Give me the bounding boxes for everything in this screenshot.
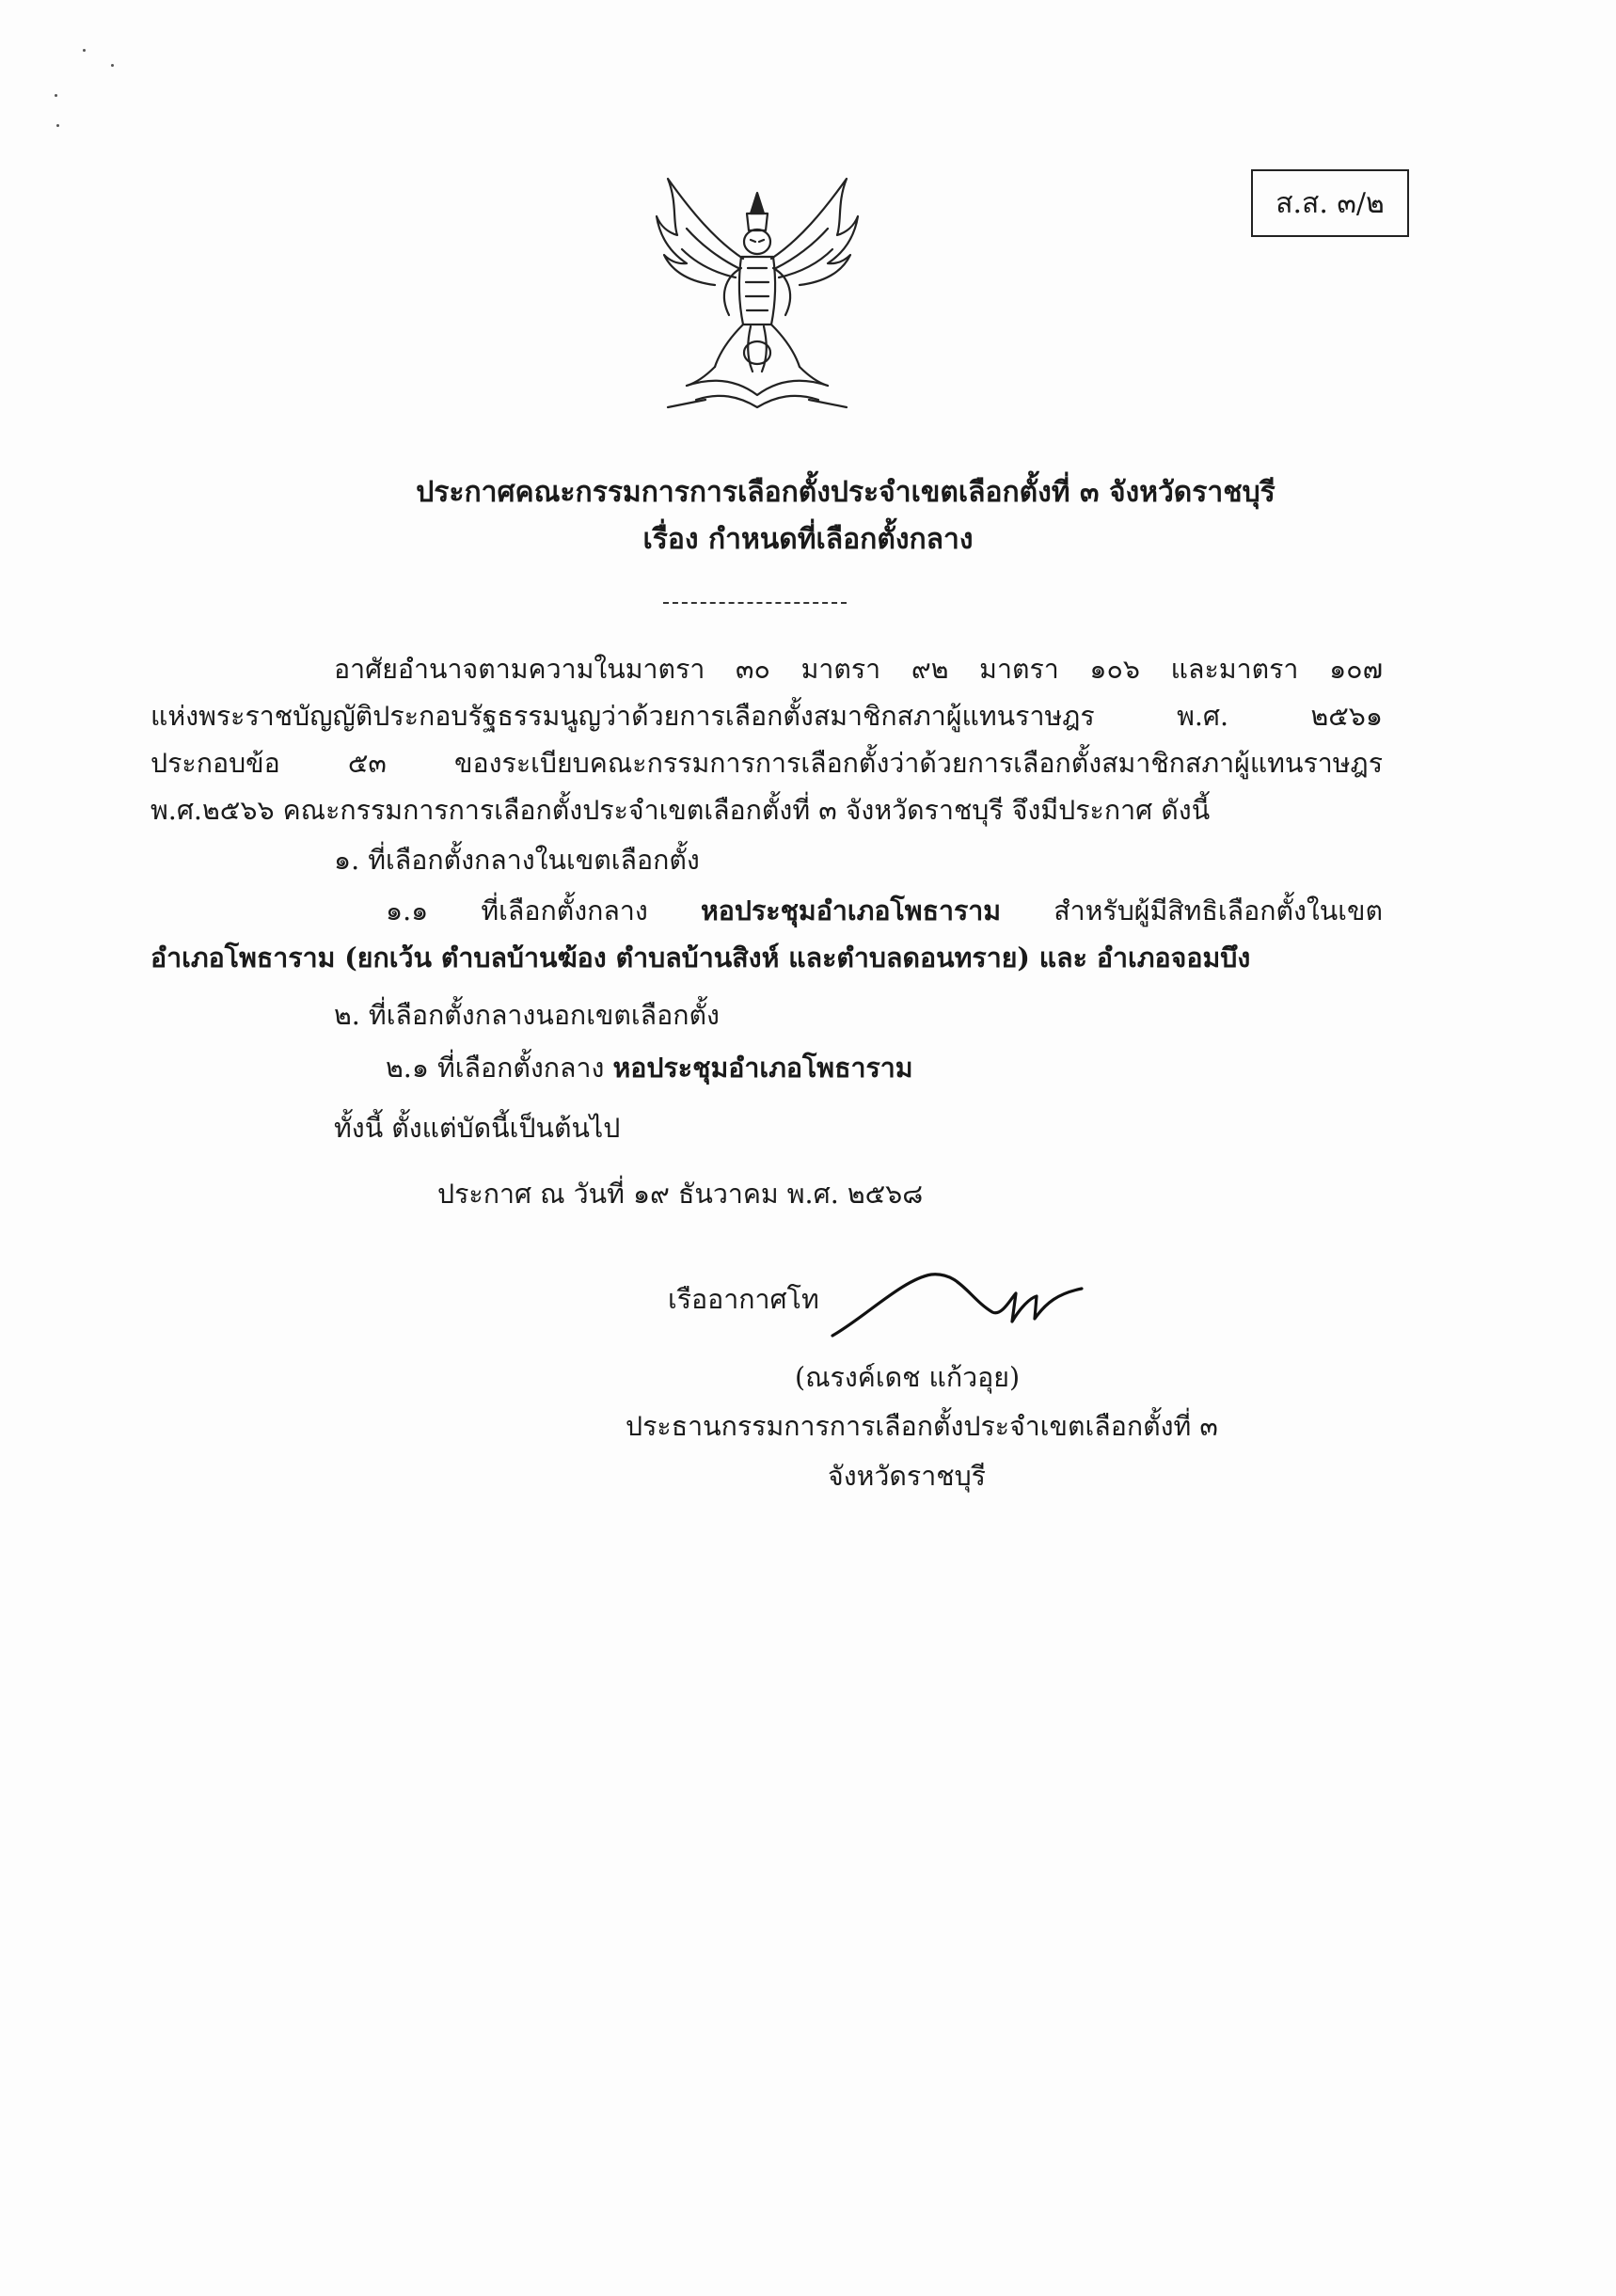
announcement-title: ประกาศคณะกรรมการการเลือกตั้งประจำเขตเลือกตั้งที่ ๓ จังหวัดราชบุรี xyxy=(416,476,1275,509)
signer-position: ประธานกรรมการการเลือกตั้งประจำเขตเลือกตั้งที่ ๓ xyxy=(626,1411,1218,1442)
paragraph-line: ประกอบข้อ ๕๓ ของระเบียบคณะกรรมการการเลือกตั้งว่าด้วยการเลือกตั้งสมาชิกสภาผู้แทนราษฎร xyxy=(151,748,1383,779)
polling-place-name: หอประชุมอำเภอโพธาราม xyxy=(612,1052,913,1084)
handwritten-signature xyxy=(828,1260,1091,1345)
signer-name: (ณรงค์เดช แก้วอุย) xyxy=(795,1362,1021,1393)
scan-speck xyxy=(83,49,86,52)
scan-speck xyxy=(56,124,59,127)
form-code-box xyxy=(1251,169,1409,237)
title-divider xyxy=(663,602,847,604)
item-heading: ๒. ที่เลือกตั้งกลางนอกเขตเลือกตั้ง xyxy=(334,1000,720,1031)
effective-statement: ทั้งนี้ ตั้งแต่บัดนี้เป็นต้นไป xyxy=(334,1113,621,1144)
scan-speck xyxy=(111,64,114,67)
paragraph-line: แห่งพระราชบัญญัติประกอบรัฐธรรมนูญว่าด้วยการเลือกตั้งสมาชิกสภาผู้แทนราษฎร พ.ศ. ๒๕๖๑ xyxy=(151,701,1383,732)
item-line: อำเภอโพธาราม (ยกเว้น ตำบลบ้านฆ้อง ตำบลบ้านสิงห์ และตำบลดอนทราย) และ อำเภอจอมบึง xyxy=(151,942,1251,974)
item-heading: ๑. ที่เลือกตั้งกลางในเขตเลือกตั้ง xyxy=(334,845,700,876)
polling-place-name: หอประชุมอำเภอโพธาราม xyxy=(700,895,1002,926)
signer-province: จังหวัดราชบุรี xyxy=(828,1461,986,1492)
item-suffix: สำหรับผู้มีสิทธิเลือกตั้งในเขต xyxy=(1001,895,1383,926)
item-line xyxy=(386,892,1383,930)
garuda-emblem-icon xyxy=(649,174,865,414)
scan-speck xyxy=(55,94,57,97)
item-line xyxy=(386,1049,913,1087)
paragraph-line: พ.ศ.๒๕๖๖ คณะกรรมการการเลือกตั้งประจำเขตเลือกตั้งที่ ๓ จังหวัดราชบุรี จึงมีประกาศ ดังนี้ xyxy=(151,795,1211,826)
announcement-date: ประกาศ ณ วันที่ ๑๙ ธันวาคม พ.ศ. ๒๕๖๘ xyxy=(437,1179,924,1210)
paragraph-line: อาศัยอำนาจตามความในมาตรา ๓๐ มาตรา ๙๒ มาตรา ๑๐๖ และมาตรา ๑๐๗ xyxy=(334,654,1383,685)
item-prefix: ๑.๑ ที่เลือกตั้งกลาง xyxy=(386,895,701,926)
item-prefix: ๒.๑ ที่เลือกตั้งกลาง xyxy=(386,1053,613,1084)
form-code: ส.ส. ๓/๒ xyxy=(1275,186,1385,220)
signer-rank: เรืออากาศโท xyxy=(668,1284,819,1315)
announcement-subject: เรื่อง กำหนดที่เลือกตั้งกลาง xyxy=(642,523,974,556)
